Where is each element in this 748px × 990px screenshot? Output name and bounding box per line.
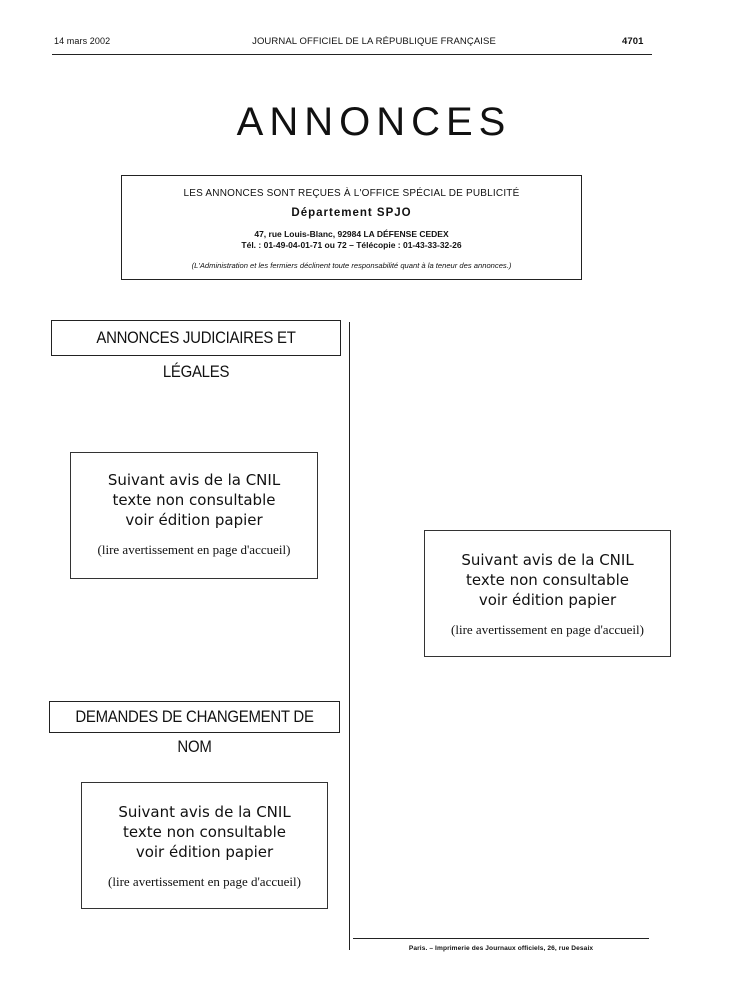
footer-rule [353, 938, 649, 939]
cnil-note: (lire avertissement en page d'accueil) [97, 542, 291, 557]
journal-title: JOURNAL OFFICIEL DE LA RÉPUBLIQUE FRANÇAISE [252, 36, 496, 47]
cnil-notice-box [70, 452, 318, 579]
spjo-info-box [121, 175, 582, 280]
cnil-line-2: texte non consultable [466, 571, 629, 589]
section-header-judiciaires [51, 320, 341, 381]
header-rule [52, 54, 652, 55]
page-number: 4701 [622, 36, 644, 47]
cnil-line-1: Suivant avis de la CNIL [118, 803, 291, 821]
spjo-phone: Tél. : 01-49-04-01-71 ou 72 – Télécopie : 01-43-33-32-26 [241, 240, 462, 250]
spjo-department: Département SPJO [291, 207, 412, 219]
spjo-address: 47, rue Louis-Blanc, 92984 LA DÉFENSE CEDEX [254, 229, 449, 239]
cnil-line-3: voir édition papier [125, 511, 263, 529]
section-header-demandes [49, 701, 340, 756]
section-header-judiciaires-label: ANNONCES JUDICIAIRES ET LÉGALES [96, 328, 296, 381]
cnil-notice-box [424, 530, 671, 657]
footer-imprint: Paris. – Imprimerie des Journaux officiels, 26, rue Desaix [408, 945, 594, 952]
cnil-note: (lire avertissement en page d'accueil) [108, 874, 301, 889]
header-date: 14 mars 2002 [54, 36, 111, 46]
page-title: ANNONCES [236, 100, 512, 144]
cnil-note: (lire avertissement en page d'accueil) [451, 622, 644, 637]
column-divider [349, 322, 350, 950]
cnil-line-3: voir édition papier [135, 843, 274, 861]
cnil-line-1: Suivant avis de la CNIL [461, 551, 634, 569]
cnil-notice-box [81, 782, 328, 909]
section-header-demandes-label: DEMANDES DE CHANGEMENT DE NOM [75, 707, 314, 756]
spjo-disclaimer: (L'Administration et les fermiers déclinent toute responsabilité quant à la teneur des annonces.) [191, 261, 512, 270]
spjo-intro: LES ANNONCES SONT REÇUES À L'OFFICE SPÉCIAL DE PUBLICITÉ [183, 188, 520, 199]
cnil-line-2: texte non consultable [123, 823, 286, 841]
cnil-line-3: voir édition papier [478, 591, 617, 609]
cnil-line-2: texte non consultable [112, 491, 276, 509]
cnil-line-1: Suivant avis de la CNIL [107, 471, 281, 489]
